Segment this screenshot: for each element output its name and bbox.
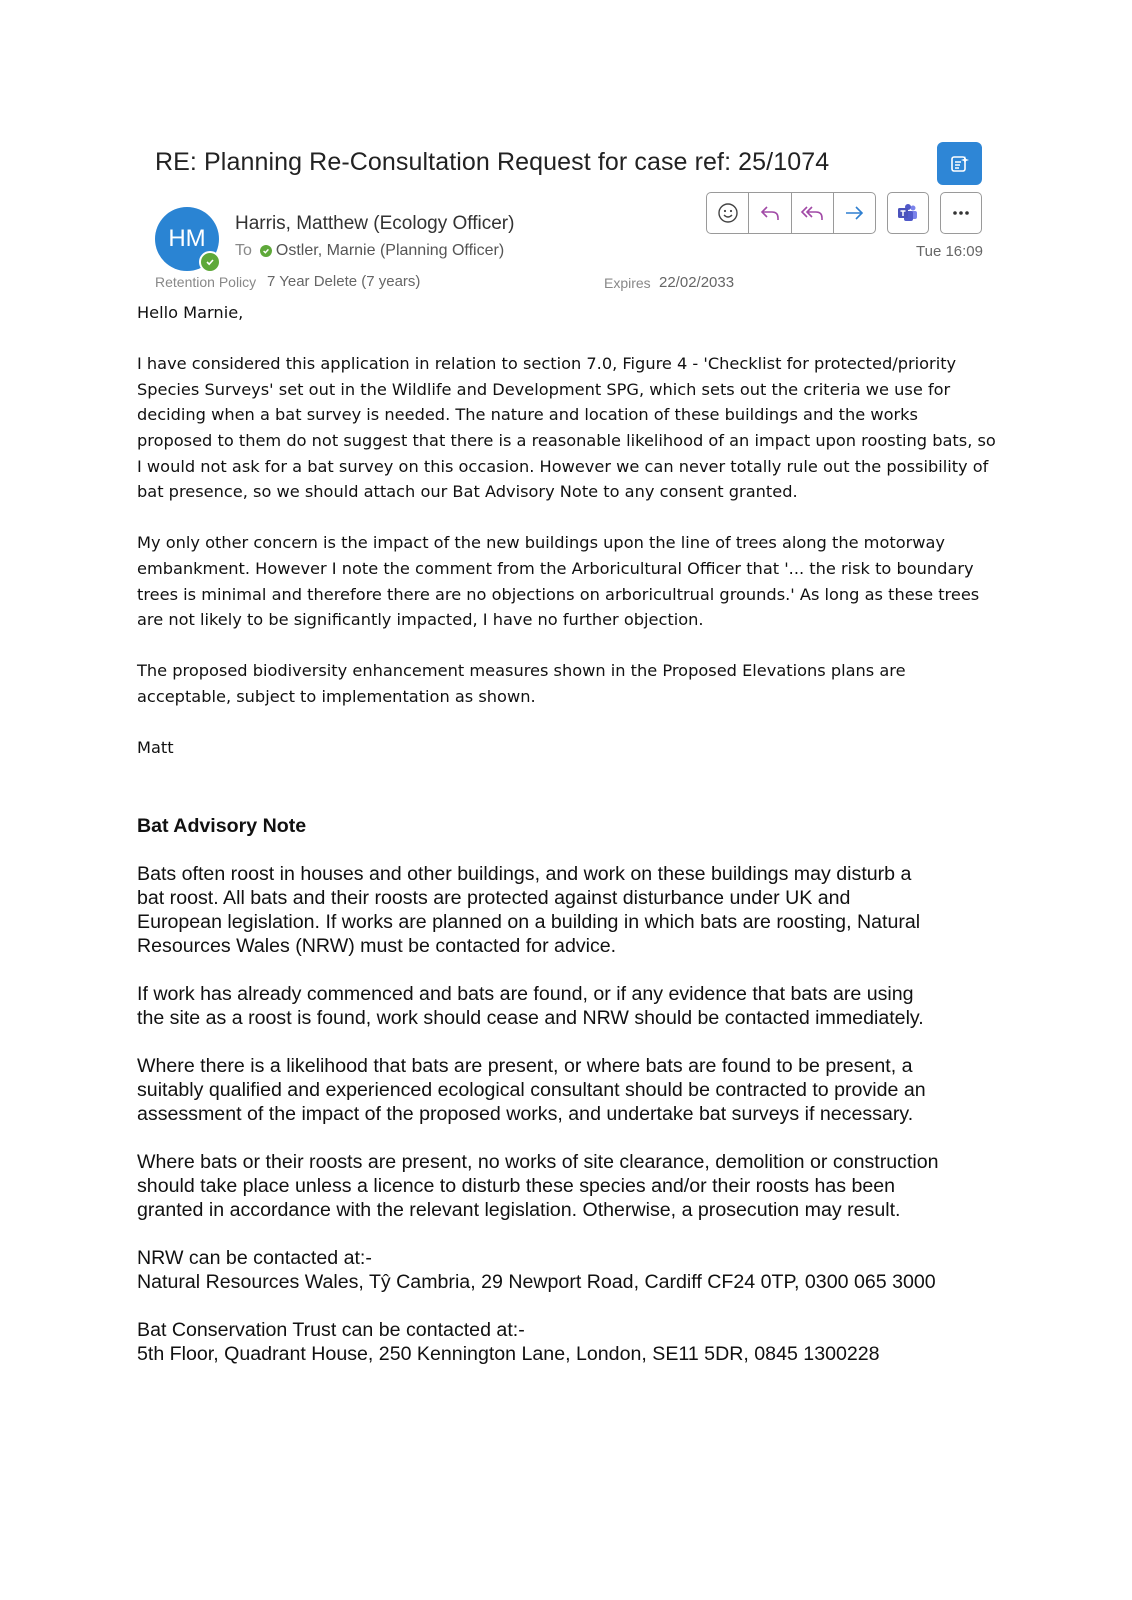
expires-value: 22/02/2033 bbox=[659, 274, 735, 291]
bct-contact bbox=[137, 1318, 1007, 1366]
nrw-contact-address: Natural Resources Wales, Tŷ Cambria, 29 Newport Road, Cardiff CF24 0TP, 0300 065 3000 bbox=[137, 1271, 936, 1293]
note-line: Where there is a likelihood that bats are present, or where bats are found to be present, a bbox=[137, 1055, 913, 1077]
retention-policy-value[interactable]: 7 Year Delete (7 years) bbox=[267, 273, 421, 290]
reply-all-icon bbox=[799, 202, 825, 224]
recipient-presence-icon bbox=[260, 245, 272, 257]
to-label: To bbox=[235, 242, 252, 259]
note-line: If work has already commenced and bats are found, or if any evidence that bats are using bbox=[137, 983, 914, 1005]
nrw-contact bbox=[137, 1246, 1007, 1294]
forward-icon bbox=[842, 202, 866, 224]
recipient-line bbox=[235, 242, 504, 260]
teams-icon bbox=[896, 202, 920, 224]
greeting: Hello Marnie, bbox=[137, 303, 244, 322]
note-paragraph-1 bbox=[137, 862, 1007, 958]
note-line: should take place unless a licence to disturb these species and/or their roosts has been bbox=[137, 1175, 896, 1197]
copilot-summary-button[interactable] bbox=[937, 142, 982, 185]
react-button[interactable] bbox=[707, 193, 749, 233]
expires-label: Expires bbox=[604, 275, 651, 291]
reply-button[interactable] bbox=[749, 193, 791, 233]
note-line: Bats often roost in houses and other buildings, and work on these buildings may disturb a bbox=[137, 863, 912, 885]
avatar-initials: HM bbox=[168, 225, 206, 252]
retention-policy-label: Retention Policy bbox=[155, 274, 257, 290]
reply-all-button[interactable] bbox=[792, 193, 834, 233]
note-line: European legislation. If works are planned on a building in which bats are roosting, Natural bbox=[137, 911, 921, 933]
note-line: assessment of the impact of the proposed works, and undertake bat surveys if necessary. bbox=[137, 1103, 914, 1125]
more-icon bbox=[950, 202, 972, 224]
forward-button[interactable] bbox=[834, 193, 875, 233]
signoff: Matt bbox=[137, 738, 174, 758]
email-body bbox=[137, 300, 997, 786]
email-timestamp: Tue 16:09 bbox=[916, 243, 983, 260]
body-paragraph-1: I have considered this application in relation to section 7.0, Figure 4 - 'Checklist for protected/priority Species Surveys' set out in the Wildlife and Development SPG, which sets out the criteria we use for deciding when a bat survey is needed. The nature and location of these buildings and the works proposed to them do not suggest that there is a reasonable likelihood of an impact upon roosting bats, so I would not ask for a bat survey on this occasion. However we can never totally rule out the possibility of bat presence, so we should attach our Bat Advisory Note to any consent granted. bbox=[137, 354, 996, 502]
note-heading: Bat Advisory Note bbox=[137, 815, 307, 837]
bct-contact-address: 5th Floor, Quadrant House, 250 Kennington Lane, London, SE11 5DR, 0845 1300228 bbox=[137, 1343, 880, 1365]
more-actions-button[interactable] bbox=[940, 192, 982, 234]
email-subject: RE: Planning Re-Consultation Request for case ref: 25/1074 bbox=[155, 148, 830, 176]
sender-name[interactable]: Harris, Matthew (Ecology Officer) bbox=[235, 213, 515, 234]
body-paragraph-2: My only other concern is the impact of the new buildings upon the line of trees along the motorway embankment. However I note the comment from the Arboricultural Officer that '... the risk to boundary trees is minimal and therefore there are no objections on arboricultrual grounds.' As long as these trees are not likely to be significantly impacted, I have no further objection. bbox=[137, 533, 980, 630]
note-line: Where bats or their roosts are present, no works of site clearance, demolition or construction bbox=[137, 1151, 939, 1173]
teams-share-button[interactable] bbox=[887, 192, 929, 234]
bat-advisory-note bbox=[137, 814, 1007, 1390]
note-line: granted in accordance with the relevant legislation. Otherwise, a prosecution may result. bbox=[137, 1199, 901, 1221]
avatar[interactable] bbox=[155, 207, 219, 271]
note-line: bat roost. All bats and their roosts are protected against disturbance under UK and bbox=[137, 887, 851, 909]
reply-icon bbox=[758, 202, 782, 224]
bct-contact-label: Bat Conservation Trust can be contacted at:- bbox=[137, 1319, 525, 1341]
note-line: the site as a roost is found, work should cease and NRW should be contacted immediately. bbox=[137, 1007, 924, 1029]
nrw-contact-label: NRW can be contacted at:- bbox=[137, 1247, 372, 1269]
note-paragraph-4 bbox=[137, 1150, 1007, 1222]
copilot-summary-icon bbox=[949, 153, 971, 175]
emoji-icon bbox=[717, 202, 739, 224]
note-line: suitably qualified and experienced ecological consultant should be contracted to provide an bbox=[137, 1079, 926, 1101]
presence-available-icon bbox=[199, 251, 221, 273]
note-paragraph-3 bbox=[137, 1054, 1007, 1126]
recipient-name[interactable]: Ostler, Marnie (Planning Officer) bbox=[275, 242, 505, 259]
message-actions bbox=[706, 192, 876, 234]
body-paragraph-3: The proposed biodiversity enhancement measures shown in the Proposed Elevations plans are acceptable, subject to implementation as shown. bbox=[137, 661, 906, 706]
note-paragraph-2 bbox=[137, 982, 1007, 1030]
note-line: Resources Wales (NRW) must be contacted for advice. bbox=[137, 935, 617, 957]
